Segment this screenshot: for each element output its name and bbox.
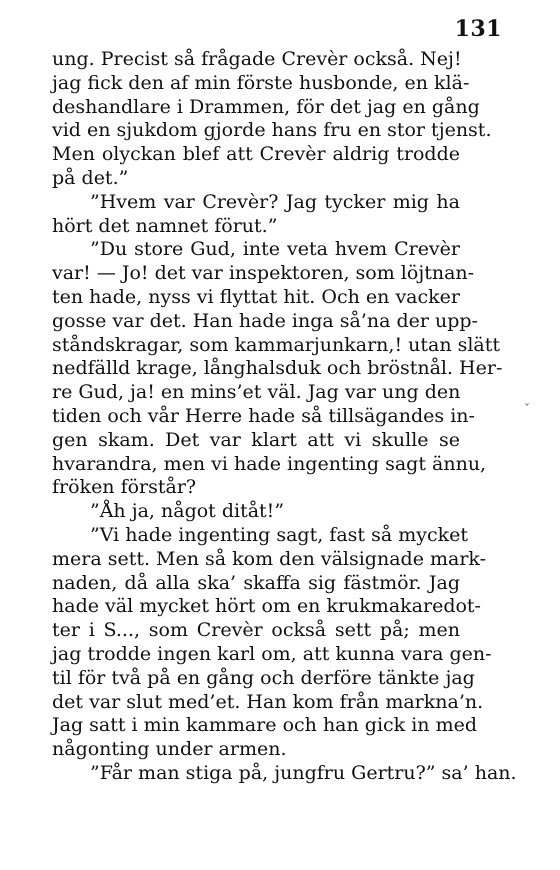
text-line: nedfälld krage, långhalsduk och bröstnål. Her- <box>52 357 503 380</box>
text-line: vid en sjukdom gjorde hans fru en stor tjenst. <box>52 119 492 142</box>
margin-mark: ˇ <box>524 402 530 416</box>
text-line: mera sett. Men så kom den välsignade mark- <box>52 547 487 570</box>
text-line: ter i S..., som Crevèr också sett på; men <box>52 619 460 642</box>
text-line: gen skam. Det var klart att vi skulle se <box>52 428 460 451</box>
text-line: hade väl mycket hört om en krukmakaredot- <box>52 595 481 618</box>
text-line: gosse var det. Han hade inga så’na der upp- <box>52 309 478 332</box>
text-line: Jag satt i min kammare och han gick in med <box>52 714 477 737</box>
text-line: ”Åh ja, något ditåt!” <box>90 500 285 523</box>
text-line: naden, då alla ska’ skaffa sig fästmör. Jag <box>52 571 460 594</box>
text-line: ståndskragar, som kammarjunkarn,! utan slätt <box>52 333 501 356</box>
text-line: ”Hvem var Crevèr? Jag tycker mig ha <box>90 190 460 213</box>
text-line: ”Vi hade ingenting sagt, fast så mycket <box>90 523 468 546</box>
text-line: någonting under armen. <box>52 738 287 761</box>
text-line: til för två på en gång och derföre tänkte jag <box>52 666 475 689</box>
text-line: det var slut med’et. Han kom från markna’n. <box>52 690 484 713</box>
body-text <box>52 48 517 786</box>
text-line: hvarandra, men vi hade ingenting sagt ännu, <box>52 452 487 475</box>
text-line: ung. Precist så frågade Crevèr också. Nej! <box>52 48 462 70</box>
text-line: Men olyckan blef att Crevèr aldrig trodde <box>52 143 460 166</box>
text-line: tiden och vår Herre hade så tillsägandes in- <box>52 404 475 427</box>
page-number: 131 <box>454 16 502 42</box>
text-line: jag trodde ingen karl om, att kunna vara gen- <box>52 642 492 665</box>
text-line: deshandlare i Drammen, för det jag en gång <box>52 95 480 118</box>
text-line: var! — Jo! det var inspektoren, som löjtnan- <box>52 262 475 285</box>
text-line: fröken förstår? <box>52 476 197 499</box>
text-line: ten hade, nyss vi flyttat hit. Och en vacker <box>52 285 460 308</box>
text-line: jag fick den af min förste husbonde, en klä- <box>52 71 470 94</box>
text-line: ”Du store Gud, inte veta hvem Crevèr <box>90 238 460 261</box>
text-line: re Gud, ja! en mins’et väl. Jag var ung den <box>52 381 461 404</box>
text-line: hört det namnet förut.” <box>52 214 278 237</box>
text-line: ”Får man stiga på, jungfru Gertru?” sa’ han. <box>90 761 517 784</box>
text-line: på det.” <box>52 166 129 189</box>
